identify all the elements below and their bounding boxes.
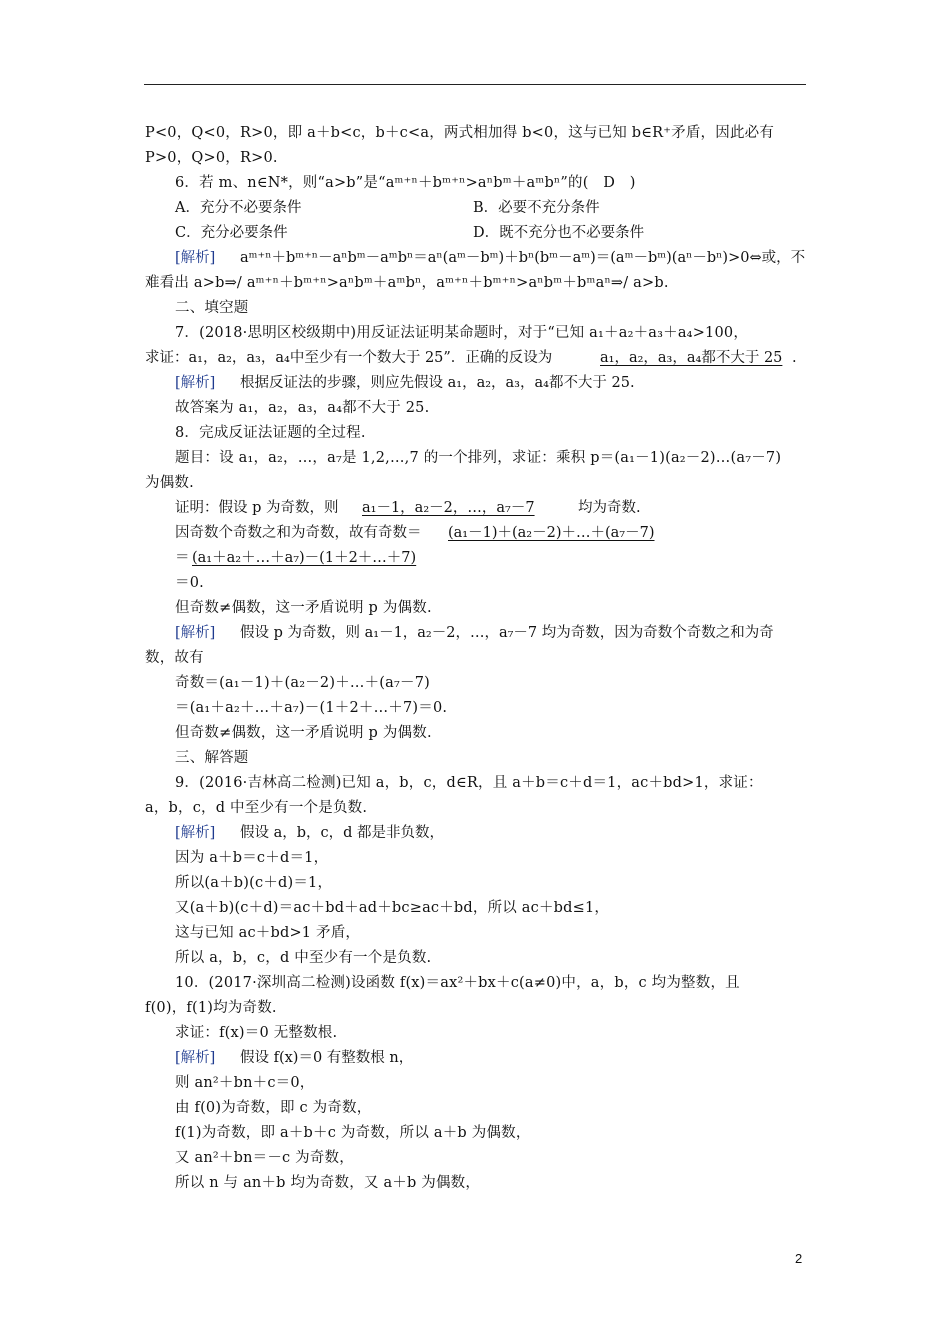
text-line: 故答案为 a₁，a₂，a₃，a₄都不大于 25. <box>175 400 430 416</box>
header-rule <box>144 84 806 85</box>
text-line: ＝0. <box>175 575 204 591</box>
question-10: 10．(2017·深圳高二检测)设函数 f(x)＝ax²＋bx＋c(a≠0)中，a，b，c 均为整数，且 <box>175 975 740 991</box>
text-line: 由 f(0)为奇数，即 c 为奇数， <box>175 1100 372 1116</box>
answer-blank: (a₁－1)＋(a₂－2)＋…＋(a₇－7) <box>448 525 655 541</box>
text-line: 难看出 a>b⇒/ aᵐ⁺ⁿ＋bᵐ⁺ⁿ>aⁿbᵐ＋aᵐbⁿ，aᵐ⁺ⁿ＋bᵐ⁺ⁿ>aⁿbᵐ＋bᵐaⁿ⇒/ a>b. <box>145 275 669 291</box>
analysis-tag: [解析] <box>175 825 216 841</box>
text-line: 假设 a，b，c，d 都是非负数， <box>240 825 445 841</box>
answer-blank: a₁－1，a₂－2，…，a₇－7 <box>362 500 535 516</box>
text-line: 这与已知 ac＋bd>1 矛盾， <box>175 925 361 941</box>
text-line: 数，故有 <box>145 650 204 666</box>
text-line: 但奇数≠偶数，这一矛盾说明 p 为偶数. <box>175 600 432 616</box>
text-line: P>0，Q>0，R>0. <box>145 150 278 166</box>
text-line: 但奇数≠偶数，这一矛盾说明 p 为偶数. <box>175 725 432 741</box>
question-9: 9．(2016·吉林高二检测)已知 a，b，c，d∈R，且 a＋b＝c＋d＝1，ac＋bd>1，求证： <box>175 775 763 791</box>
text-line: 根据反证法的步骤，则应先假设 a₁，a₂，a₃，a₄都不大于 25. <box>240 375 635 391</box>
text-line: a，b，c，d 中至少有一个是负数. <box>145 800 368 816</box>
text-line: . <box>792 350 797 366</box>
text-line: 又 an²＋bn＝－c 为奇数， <box>175 1150 354 1166</box>
text-line: 因为 a＋b＝c＋d＝1， <box>175 850 329 866</box>
question-7: 7．(2018·思明区校级期中)用反证法证明某命题时，对于“已知 a₁＋a₂＋a₃＋a₄>100， <box>175 325 749 341</box>
answer-blank: (a₁＋a₂＋…＋a₇)－(1＋2＋…＋7) <box>192 550 417 566</box>
section-heading: 三、解答题 <box>175 750 249 766</box>
page-number: 2 <box>795 1251 803 1266</box>
question-8: 8．完成反证法证题的全过程. <box>175 425 366 441</box>
text-line: 奇数＝(a₁－1)＋(a₂－2)＋…＋(a₇－7) <box>175 675 430 691</box>
answer-blank: a₁，a₂，a₃，a₄都不大于 25 <box>600 350 783 366</box>
text-line: 所以(a＋b)(c＋d)＝1， <box>175 875 333 891</box>
text-line: aᵐ⁺ⁿ＋bᵐ⁺ⁿ－aⁿbᵐ－aᵐbⁿ＝aⁿ(aᵐ－bᵐ)＋bⁿ(bᵐ－aᵐ)＝(aᵐ－bᵐ)(aⁿ－bⁿ)>0⇔或，不 <box>240 250 806 266</box>
analysis-tag: [解析] <box>175 375 216 391</box>
text-line: 所以 a，b，c，d 中至少有一个是负数. <box>175 950 432 966</box>
analysis-tag: [解析] <box>175 1050 216 1066</box>
text-line: 证明：假设 p 为奇数，则 <box>175 500 339 516</box>
section-heading: 二、填空题 <box>175 300 249 316</box>
text-line: ＝(a₁＋a₂＋…＋a₇)－(1＋2＋…＋7)＝0. <box>175 700 448 716</box>
option-b: B．必要不充分条件 <box>473 200 600 216</box>
text-line: 求证：f(x)＝0 无整数根. <box>175 1025 338 1041</box>
text-line: 假设 p 为奇数，则 a₁－1，a₂－2，…，a₇－7 均为奇数，因为奇数个奇数之和为奇 <box>240 625 774 641</box>
text-line: 因奇数个奇数之和为奇数，故有奇数＝ <box>175 525 422 541</box>
question-6: 6．若 m、n∈N*，则“a>b”是“aᵐ⁺ⁿ＋bᵐ⁺ⁿ>aⁿbᵐ＋aᵐbⁿ”的( D ) <box>175 175 636 191</box>
text-line: 题目：设 a₁，a₂，…，a₇是 1,2,…,7 的一个排列，求证：乘积 p＝(a₁－1)(a₂－2)…(a₇－7) <box>175 450 782 466</box>
text-line: 所以 n 与 an＋b 均为奇数，又 a＋b 为偶数， <box>175 1175 481 1191</box>
analysis-tag: [解析] <box>175 250 216 266</box>
text-line: P<0，Q<0，R>0，即 a＋b<c，b＋c<a，两式相加得 b<0，这与已知 b∈R⁺矛盾，因此必有 <box>145 125 775 141</box>
text-line: 均为奇数. <box>578 500 641 516</box>
text-line: ＝ <box>175 550 190 566</box>
option-d: D．既不充分也不必要条件 <box>473 225 645 241</box>
text-line: 假设 f(x)＝0 有整数根 n， <box>240 1050 414 1066</box>
text-line: f(0)，f(1)均为奇数. <box>145 1000 277 1016</box>
analysis-tag: [解析] <box>175 625 216 641</box>
option-c: C．充分必要条件 <box>175 225 288 241</box>
text-line: 则 an²＋bn＋c＝0， <box>175 1075 315 1091</box>
text-line: 又(a＋b)(c＋d)＝ac＋bd＋ad＋bc≥ac＋bd，所以 ac＋bd≤1， <box>175 900 610 916</box>
text-line: 为偶数. <box>145 475 194 491</box>
text-line: f(1)为奇数，即 a＋b＋c 为奇数，所以 a＋b 为偶数， <box>175 1125 531 1141</box>
option-a: A．充分不必要条件 <box>175 200 302 216</box>
text-line: 求证：a₁，a₂，a₃，a₄中至少有一个数大于 25”．正确的反设为 <box>145 350 553 366</box>
